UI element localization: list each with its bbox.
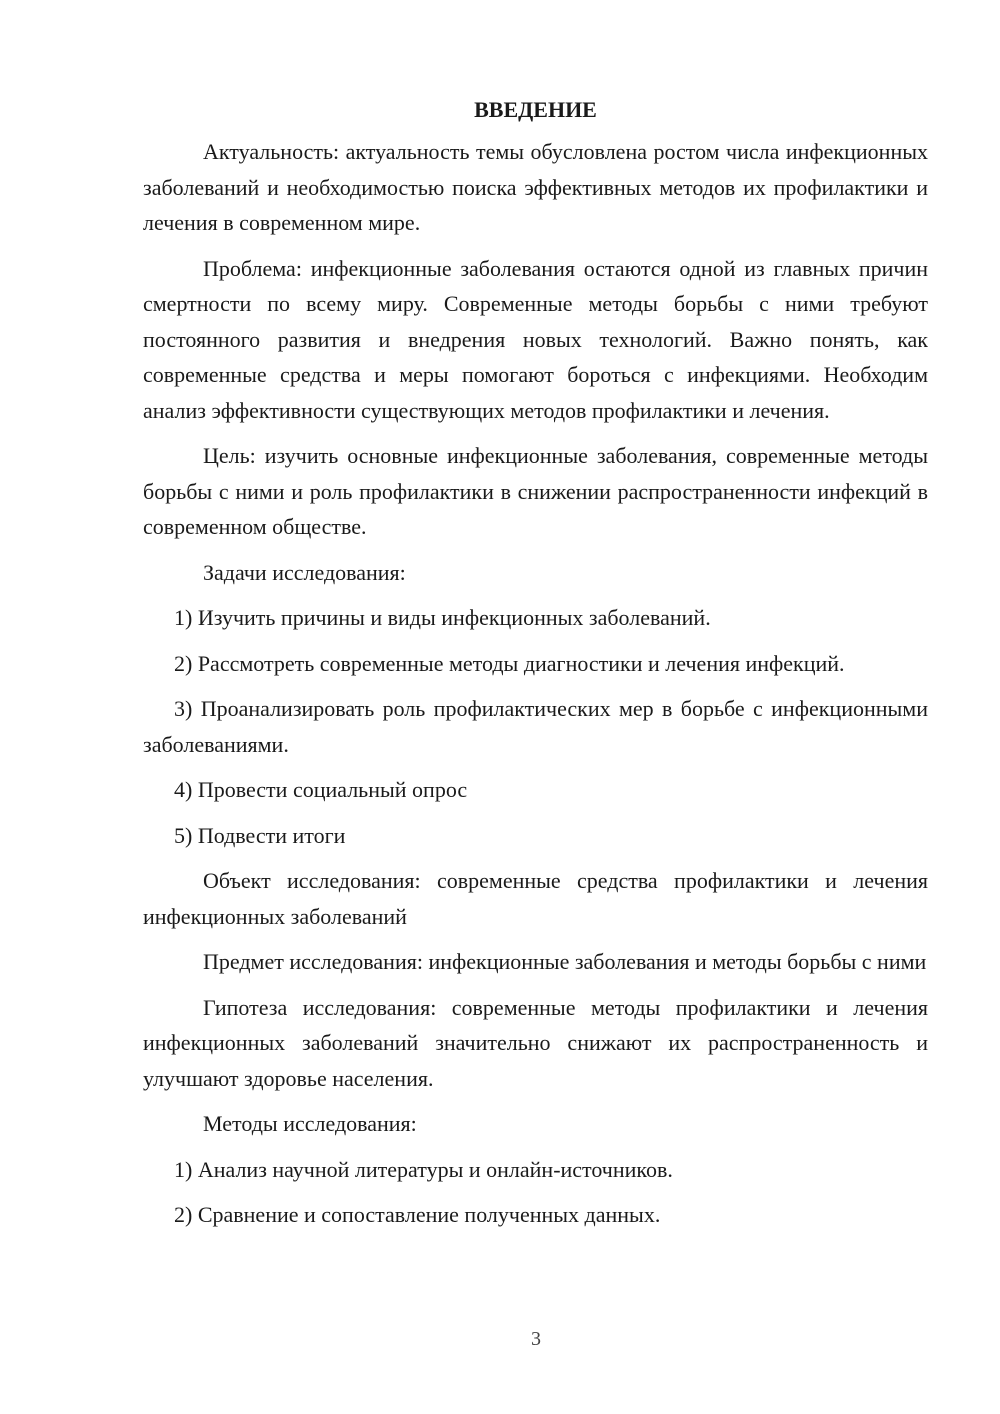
section-title: ВВЕДЕНИЕ: [474, 97, 597, 122]
paragraph-relevance: Актуальность: актуальность темы обусловлена ростом числа инфекционных заболеваний и необходимостью поиска эффективных методов их профилактики и лечения в современном мире.: [143, 139, 928, 235]
list-item: 5) Подвести итоги: [174, 822, 346, 848]
list-item: 2) Сравнение и сопоставление полученных данных.: [174, 1202, 661, 1227]
document-body: [143, 92, 928, 1243]
paragraph-subject: Предмет исследования: инфекционные заболевания и методы борьбы с ними: [203, 949, 927, 974]
paragraph-hypothesis: Гипотеза исследования: современные методы профилактики и лечения инфекционных заболеваний значительно снижают их распространенность и улучшают здоровье населения.: [143, 994, 928, 1091]
list-item: 2) Рассмотреть современные методы диагностики и лечения инфекций.: [174, 650, 845, 676]
paragraph-problem: Проблема: инфекционные заболевания остаются одной из главных причин смертности по всему миру. Современные методы борьбы с ними требуют постоянного развития и внедрения новых технологий. Важно понять, как современные средства и меры помогают бороться с инфекциями. Необходим анализ эффективности существующих методов профилактики и лечения.: [143, 255, 928, 423]
list-item: 3) Проанализировать роль профилактических мер в борьбе с инфекционными заболеваниями.: [143, 696, 928, 757]
list-item: 1) Изучить причины и виды инфекционных заболеваний.: [174, 605, 711, 630]
paragraph-tasks-heading: Задачи исследования:: [203, 559, 406, 585]
paragraph-goal: Цель: изучить основные инфекционные заболевания, современные методы борьбы с ними и роль профилактики в снижении распространенности инфекций в современном обществе.: [143, 443, 928, 539]
paragraph-methods-heading: Методы исследования:: [203, 1111, 417, 1136]
paragraph-object: Объект исследования: современные средства профилактики и лечения инфекционных заболеваний: [143, 868, 928, 929]
list-item: 4) Провести социальный опрос: [174, 777, 468, 802]
page-number: 3: [531, 1328, 541, 1350]
list-item: 1) Анализ научной литературы и онлайн-источников.: [174, 1156, 673, 1182]
